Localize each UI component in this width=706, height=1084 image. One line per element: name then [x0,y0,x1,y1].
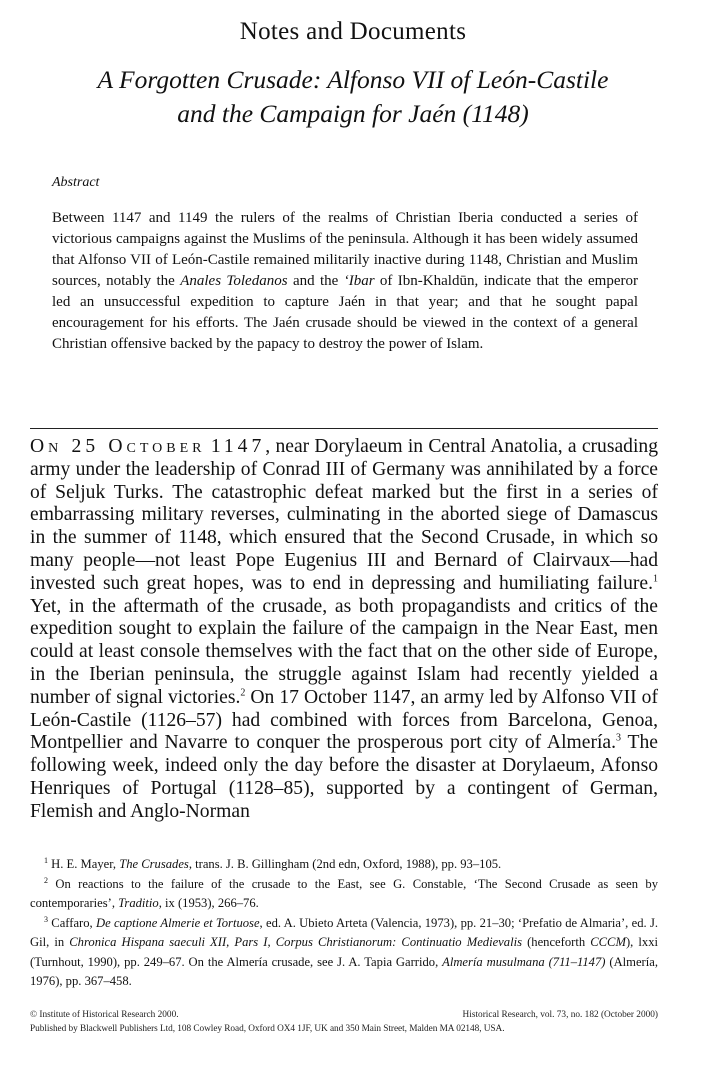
opening-year: 1147 [210,436,266,457]
publisher-line: Published by Blackwell Publishers Ltd, 108 Cowley Road, Oxford OX4 1JF, UK and 350 Main Street, Malden MA 02148, USA. [30,1023,505,1034]
body-paragraph: On 25 October 1147, near Dorylaeum in Central Anatolia, a crusading army under the leadership of Conrad III of Germany was annihilated by a force of Seljuk Turks. The catastrophic defeat marked but the first in a series of embarrassing military reverses, culminating in the aborted siege of Damascus in the summer of 1148, which ensured that the Second Crusade, in which so many people—not least Pope Eugenius III and Bernard of Clairvaux—had invested such great hopes, was to end in depressing and humiliating failure.$^1$ Yet, in the aftermath of the crusade, as both propagandists and critics of the expedition sought to explain the failure of the campaign in the Near East, men could at least console themselves with the fact that on the other side of Europe, in the Iberian peninsula, the struggle against Islam had recently yielded a number of signal victories.$^2$ On 17 October 1147, an army led by Alfonso VII of León-Castile (1126–57) had combined with forces from Barcelona, Genoa, Montpellier and Navarre to conquer the prosperous port city of Almería.$^3$ The following week, indeed only the day before the disaster at Dorylaeum, Afonso Henriques of Portugal (1128–85), supported by a contingent of German, Flemish and Anglo-Norman [30,436,658,822]
title-line-1: A Forgotten Crusade: Alfonso VII of León-Castile [97,65,609,94]
page-footer [30,1010,658,1035]
abstract-text: Between 1147 and 1149 the rulers of the realms of Christian Iberia conducted a series of victorious campaigns against the Muslims of the peninsula. Although it has been widely assumed that Alfonso VII of León-Castile remained militarily inactive during 1148, Christian and Muslim sources, notably the Anales Toledanos and the ‘Ibar of Ibn-Khaldūn, indicate that the emperor led an unsuccessful expedition to capture Jaén in that year; and that he sought papal encouragement for his efforts. The Jaén crusade should be viewed in the context of a general Christian offensive backed by the papacy to destroy the power of Islam. [52,210,638,352]
footnote-ref-3[interactable]: 3 [616,732,622,744]
footnote-ref-2[interactable]: 2 [240,687,246,699]
copyright-notice: © Institute of Historical Research 2000. [30,1010,179,1020]
title-line-2: and the Campaign for Jaén (1148) [177,99,529,128]
footnote-ref-1[interactable]: 1 [653,573,658,585]
footnote-2: $^2$ On reactions to the failure of the crusade to the East, see G. Constable, ‘The Second Crusade as seen by contemporaries’, Traditio, ix (1953), 266–76. [30,875,658,910]
footnote-1: $^1$ H. E. Mayer, The Crusades, trans. J. B. Gillingham (2nd edn, Oxford, 1988), pp. 93–105. [44,855,502,871]
opening-words: On 25 October [30,436,206,457]
section-heading: Notes and Documents [239,18,467,45]
article-title [40,63,666,131]
footnotes [30,855,658,992]
abstract-label: Abstract [52,175,100,190]
section-divider [30,428,658,429]
journal-citation: Historical Research, vol. 73, no. 182 (October 2000) [462,1010,658,1020]
footnote-3: $^3$ Caffaro, De captione Almerie et Tortuose, ed. A. Ubieto Arteta (Valencia, 1973), pp. 21–30; ‘Prefatio de Almaria’, ed. J. Gil, in Chronica Hispana saeculi XII, Pars I, Corpus Christianorum: Continuatio Medievalis (henceforth CCCM), lxxi (Turnhout, 1990), pp. 249–67. On the Almería crusade, see J. A. Tapia Garrido, Almería musulmana (711–1147) (Almería, 1976), pp. 367–458. [30,914,658,988]
